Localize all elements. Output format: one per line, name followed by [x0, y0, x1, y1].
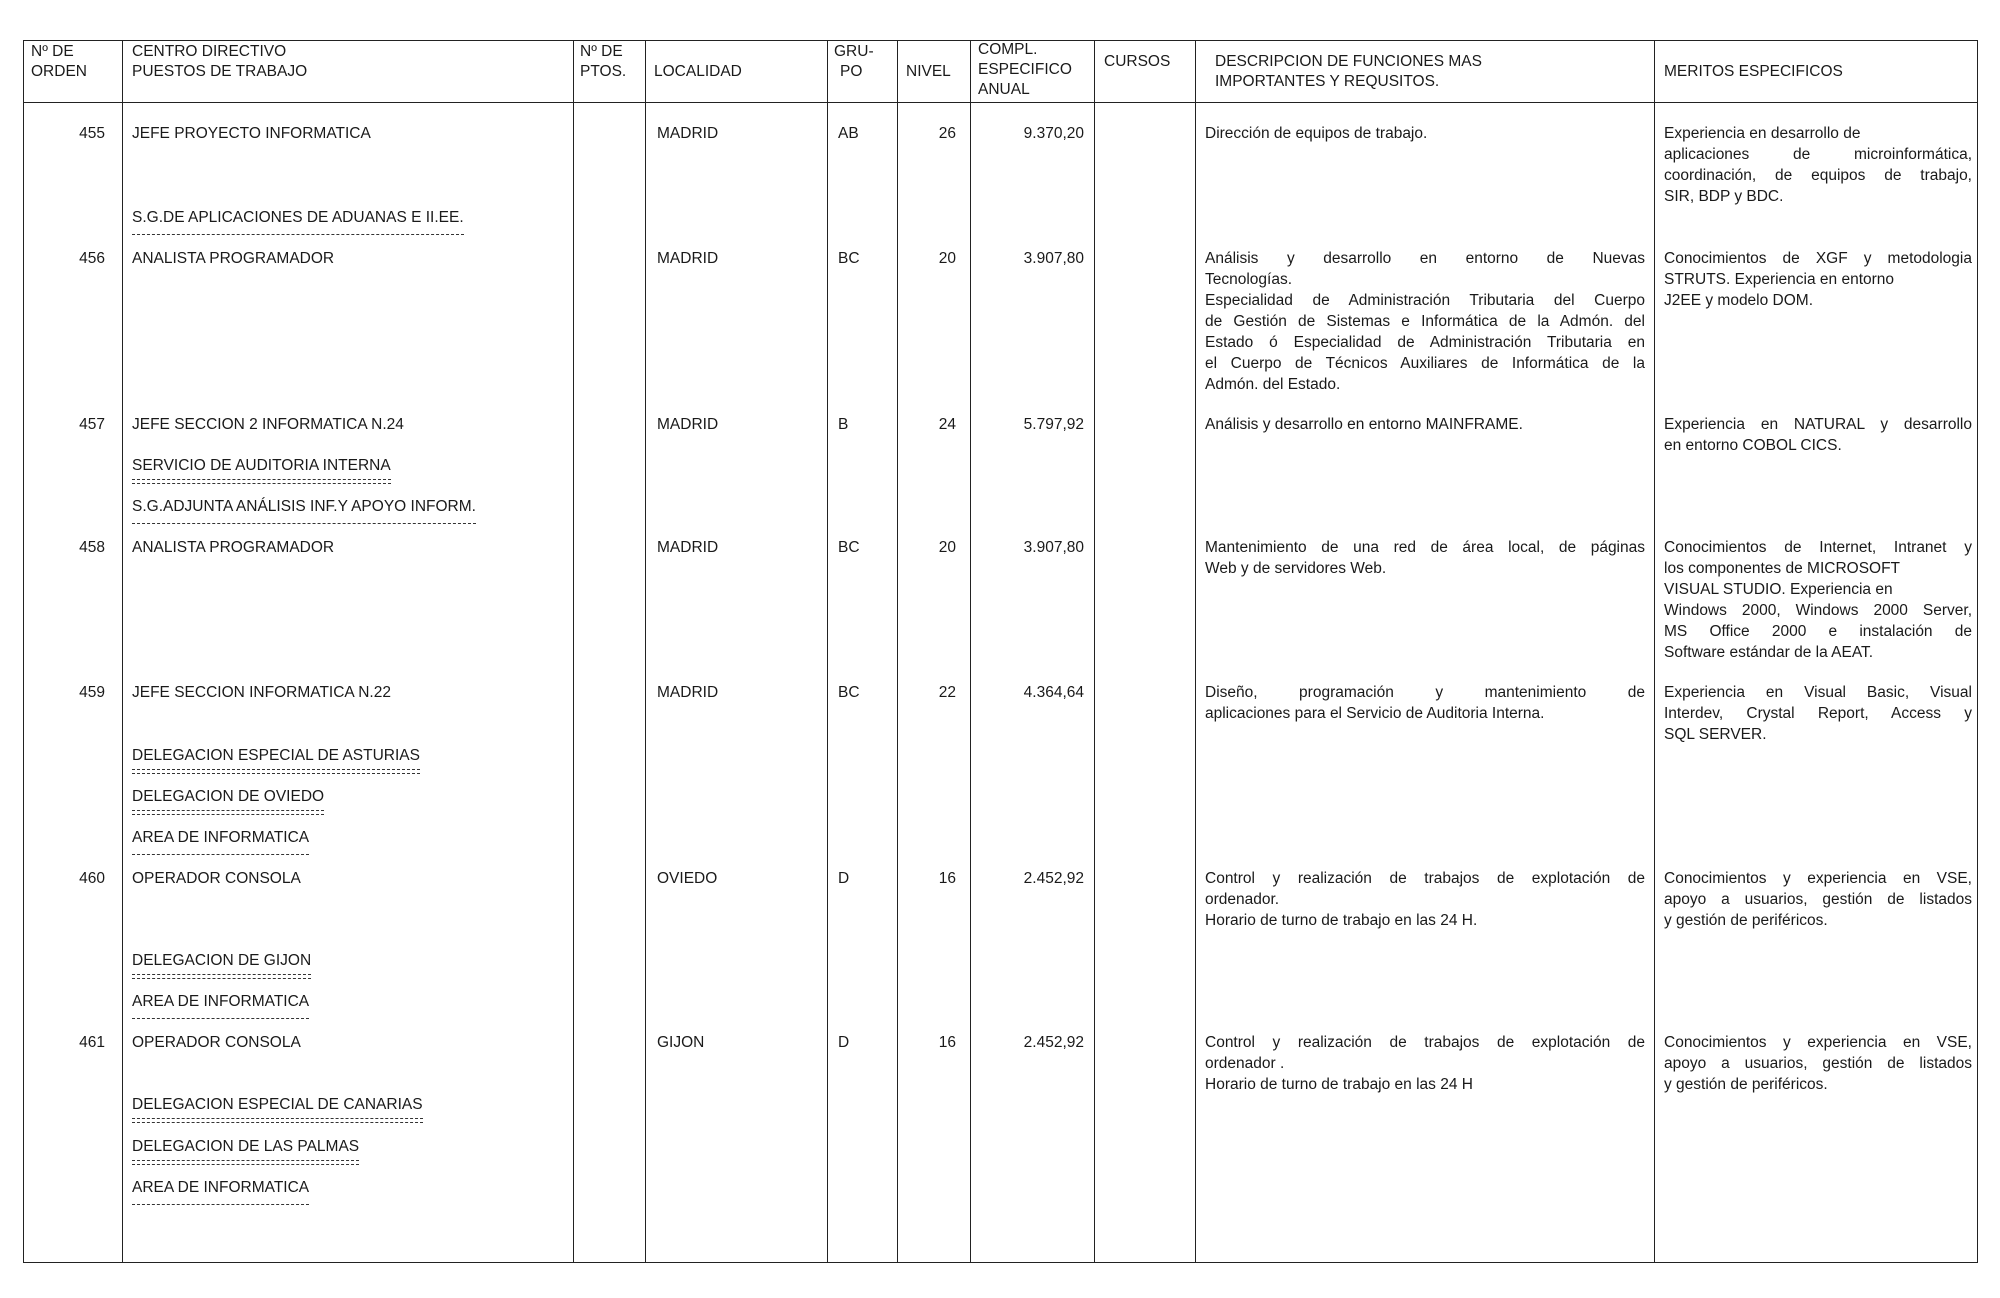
column-divider	[827, 40, 828, 1263]
puesto-cell: ANALISTA PROGRAMADOR	[132, 250, 335, 267]
meritos-line: apoyo a usuarios, gestión de listados	[1664, 891, 1972, 908]
descripcion-line: Tecnologías.	[1205, 271, 1293, 288]
compl-cell: 3.907,80	[1023, 539, 1084, 556]
descripcion-line: Estado ó Especialidad de Administración Tributaria en	[1205, 334, 1645, 351]
header-divider	[23, 102, 1978, 103]
puesto-cell: JEFE SECCION 2 INFORMATICA N.24	[132, 416, 404, 433]
compl-cell: 4.364,64	[1023, 684, 1084, 701]
puesto-cell: ANALISTA PROGRAMADOR	[132, 539, 335, 556]
header-meritos: MERITOS ESPECIFICOS	[1664, 63, 1843, 80]
localidad-cell: MADRID	[657, 125, 719, 142]
descripcion-line: Admón. del Estado.	[1205, 376, 1341, 393]
meritos-line: aplicaciones de microinformática,	[1664, 146, 1972, 163]
grupo-cell: BC	[838, 684, 860, 701]
puesto-cell: JEFE SECCION INFORMATICA N.22	[132, 684, 391, 701]
compl-cell: 9.370,20	[1023, 125, 1084, 142]
grupo-cell: B	[838, 416, 849, 433]
descripcion-line: Control y realización de trabajos de explotación de	[1205, 870, 1645, 887]
meritos-line: SIR, BDP y BDC.	[1664, 188, 1784, 205]
section-heading-text: AREA DE INFORMATICA	[132, 1179, 310, 1196]
descripcion-line: Dirección de equipos de trabajo.	[1205, 125, 1428, 142]
section-heading-text: S.G.DE APLICACIONES DE ADUANAS E II.EE.	[132, 209, 464, 226]
section-heading-text: AREA DE INFORMATICA	[132, 829, 310, 846]
meritos-line: Conocimientos de XGF y metodologia	[1664, 250, 1972, 267]
meritos-line: Experiencia en NATURAL y desarrollo	[1664, 416, 1972, 433]
meritos-line: SQL SERVER.	[1664, 726, 1767, 743]
meritos-line: apoyo a usuarios, gestión de listados	[1664, 1055, 1972, 1072]
section-heading	[132, 991, 309, 1012]
descripcion-line: Web y de servidores Web.	[1205, 560, 1387, 577]
header-nivel: NIVEL	[906, 63, 951, 80]
descripcion-line: Horario de turno de trabajo en las 24 H	[1205, 1076, 1473, 1093]
section-heading-text: DELEGACION ESPECIAL DE CANARIAS	[132, 1096, 423, 1113]
section-heading-text: S.G.ADJUNTA ANÁLISIS INF.Y APOYO INFORM.	[132, 498, 476, 515]
puesto-cell: OPERADOR CONSOLA	[132, 870, 301, 887]
header-grupo	[834, 42, 874, 82]
meritos-line: los componentes de MICROSOFT	[1664, 560, 1901, 577]
header-compl	[978, 40, 1072, 100]
header-line: ANUAL	[978, 81, 1030, 98]
meritos-line: Software estándar de la AEAT.	[1664, 644, 1874, 661]
descripcion-line: aplicaciones para el Servicio de Auditoria Interna.	[1205, 705, 1545, 722]
localidad-cell: GIJON	[657, 1034, 705, 1051]
section-heading	[132, 950, 311, 971]
column-divider	[1094, 40, 1095, 1263]
descripcion-cell	[1205, 682, 1645, 724]
nivel-cell: 22	[938, 684, 956, 701]
descripcion-line: Análisis y desarrollo en entorno MAINFRAME.	[1205, 416, 1523, 433]
puesto-cell: OPERADOR CONSOLA	[132, 1034, 301, 1051]
compl-cell: 3.907,80	[1023, 250, 1084, 267]
orden-cell: 460	[79, 870, 105, 887]
localidad-cell: MADRID	[657, 539, 719, 556]
header-localidad: LOCALIDAD	[654, 63, 742, 80]
descripcion-line: Diseño, programación y mantenimiento de	[1205, 684, 1645, 701]
section-heading	[132, 1094, 423, 1115]
descripcion-line: Horario de turno de trabajo en las 24 H.	[1205, 912, 1478, 929]
descripcion-line: el Cuerpo de Técnicos Auxiliares de Informática de la	[1205, 355, 1645, 372]
descripcion-cell	[1205, 537, 1645, 579]
descripcion-line: ordenador.	[1205, 891, 1280, 908]
meritos-line: coordinación, de equipos de trabajo,	[1664, 167, 1972, 184]
descripcion-line: Control y realización de trabajos de explotación de	[1205, 1034, 1645, 1051]
puesto-cell: JEFE PROYECTO INFORMATICA	[132, 125, 371, 142]
grupo-cell: BC	[838, 539, 860, 556]
orden-cell: 457	[79, 416, 105, 433]
descripcion-line: Mantenimiento de una red de área local, de páginas	[1205, 539, 1645, 556]
descripcion-cell	[1205, 414, 1645, 435]
header-line: Nº DE	[580, 43, 623, 60]
column-divider	[645, 40, 646, 1263]
orden-cell: 461	[79, 1034, 105, 1051]
meritos-line: en entorno COBOL CICS.	[1664, 437, 1842, 454]
section-heading	[132, 786, 324, 807]
grupo-cell: D	[838, 870, 850, 887]
column-divider	[897, 40, 898, 1263]
header-centro	[132, 42, 307, 82]
meritos-line: Experiencia en Visual Basic, Visual	[1664, 684, 1972, 701]
header-line: Nº DE	[31, 43, 74, 60]
descripcion-cell	[1205, 248, 1645, 395]
column-divider	[1195, 40, 1196, 1263]
grupo-cell: D	[838, 1034, 850, 1051]
meritos-line: VISUAL STUDIO. Experiencia en	[1664, 581, 1893, 598]
column-divider	[573, 40, 574, 1263]
header-line: ORDEN	[31, 63, 87, 80]
orden-cell: 459	[79, 684, 105, 701]
section-heading-text: AREA DE INFORMATICA	[132, 993, 310, 1010]
meritos-cell	[1664, 1032, 1972, 1095]
header-descripcion	[1215, 52, 1482, 92]
localidad-cell: OVIEDO	[657, 870, 718, 887]
meritos-line: y gestión de periféricos.	[1664, 912, 1828, 929]
meritos-cell	[1664, 414, 1972, 456]
compl-cell: 5.797,92	[1023, 416, 1084, 433]
meritos-line: Conocimientos y experiencia en VSE,	[1664, 870, 1972, 887]
localidad-cell: MADRID	[657, 416, 719, 433]
header-line: DESCRIPCION DE FUNCIONES MAS	[1215, 53, 1482, 70]
localidad-cell: MADRID	[657, 250, 719, 267]
section-heading	[132, 496, 476, 517]
descripcion-cell	[1205, 1032, 1645, 1095]
meritos-line: MS Office 2000 e instalación de	[1664, 623, 1972, 640]
orden-cell: 456	[79, 250, 105, 267]
section-heading-text: SERVICIO DE AUDITORIA INTERNA	[132, 457, 391, 474]
descripcion-cell	[1205, 868, 1645, 931]
section-heading	[132, 1136, 359, 1157]
section-heading-text: DELEGACION DE OVIEDO	[132, 788, 325, 805]
column-divider	[1654, 40, 1655, 1263]
meritos-line: Experiencia en desarrollo de	[1664, 125, 1861, 142]
descripcion-cell	[1205, 123, 1645, 144]
header-line: PO	[840, 63, 863, 80]
section-heading	[132, 207, 464, 228]
section-heading-text: DELEGACION ESPECIAL DE ASTURIAS	[132, 747, 420, 764]
header-line: COMPL.	[978, 41, 1038, 58]
section-heading	[132, 1177, 309, 1198]
header-line: PUESTOS DE TRABAJO	[132, 63, 308, 80]
meritos-cell	[1664, 248, 1972, 311]
meritos-line: Conocimientos de Internet, Intranet y	[1664, 539, 1972, 556]
orden-cell: 458	[79, 539, 105, 556]
header-line: CENTRO DIRECTIVO	[132, 43, 287, 60]
orden-cell: 455	[79, 125, 105, 142]
grupo-cell: AB	[838, 125, 859, 142]
section-heading-text: DELEGACION DE GIJON	[132, 952, 312, 969]
section-heading-text: DELEGACION DE LAS PALMAS	[132, 1138, 360, 1155]
descripcion-line: ordenador .	[1205, 1055, 1285, 1072]
descripcion-line: de Gestión de Sistemas e Informática de la Admón. del	[1205, 313, 1645, 330]
column-divider	[122, 40, 123, 1263]
column-divider	[970, 40, 971, 1263]
header-ptos	[580, 42, 626, 82]
meritos-cell	[1664, 537, 1972, 663]
meritos-line: Interdev, Crystal Report, Access y	[1664, 705, 1972, 722]
nivel-cell: 20	[938, 539, 956, 556]
header-line: ESPECIFICO	[978, 61, 1072, 78]
meritos-cell	[1664, 123, 1972, 207]
meritos-line: J2EE y modelo DOM.	[1664, 292, 1814, 309]
descripcion-line: Análisis y desarrollo en entorno de Nuevas	[1205, 250, 1645, 267]
descripcion-line: Especialidad de Administración Tributaria del Cuerpo	[1205, 292, 1645, 309]
header-line: PTOS.	[580, 63, 627, 80]
header-line: GRU-	[834, 43, 874, 60]
nivel-cell: 20	[938, 250, 956, 267]
nivel-cell: 24	[938, 416, 956, 433]
header-cursos: CURSOS	[1104, 53, 1171, 70]
meritos-line: STRUTS. Experiencia en entorno	[1664, 271, 1895, 288]
section-heading	[132, 827, 309, 848]
nivel-cell: 16	[938, 1034, 956, 1051]
meritos-line: y gestión de periféricos.	[1664, 1076, 1828, 1093]
nivel-cell: 16	[938, 870, 956, 887]
meritos-line: Conocimientos y experiencia en VSE,	[1664, 1034, 1972, 1051]
localidad-cell: MADRID	[657, 684, 719, 701]
nivel-cell: 26	[938, 125, 956, 142]
meritos-cell	[1664, 682, 1972, 745]
meritos-cell	[1664, 868, 1972, 931]
section-heading	[132, 745, 420, 766]
compl-cell: 2.452,92	[1023, 1034, 1084, 1051]
grupo-cell: BC	[838, 250, 860, 267]
compl-cell: 2.452,92	[1023, 870, 1084, 887]
header-orden	[31, 42, 87, 82]
meritos-line: Windows 2000, Windows 2000 Server,	[1664, 602, 1972, 619]
header-line: IMPORTANTES Y REQUSITOS.	[1215, 73, 1440, 90]
section-heading	[132, 455, 391, 476]
